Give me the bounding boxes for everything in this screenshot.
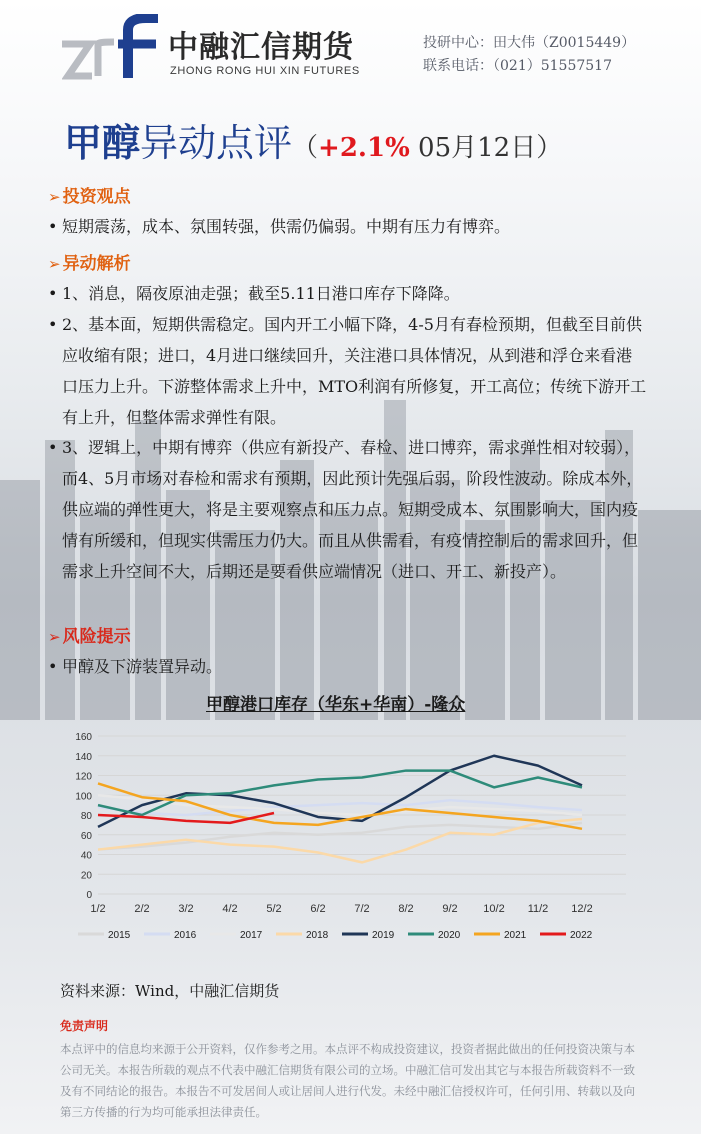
y-tick-label: 80 — [80, 811, 92, 822]
legend-label: 2019 — [372, 930, 395, 941]
title-type: 异动点评 — [140, 121, 293, 165]
x-tick-label: 4/2 — [222, 903, 238, 915]
bullet-icon: • — [48, 315, 58, 334]
list-item: • 甲醇及下游装置异动。 — [48, 651, 648, 682]
legend-label: 2020 — [438, 930, 461, 941]
title-product: 甲醇 — [64, 121, 141, 165]
data-source: 资料来源：Wind，中融汇信期货 — [60, 982, 280, 1000]
report-title — [64, 112, 562, 167]
contact-info — [423, 32, 635, 78]
x-tick-label: 5/2 — [266, 903, 282, 915]
list-item: • 短期震荡，成本、氛围转强，供需仍偏弱。中期有压力有博弈。 — [48, 211, 648, 242]
section-heading-analysis: ➢ 异动解析 — [48, 254, 131, 274]
legend-label: 2017 — [240, 930, 263, 941]
list-item: • 3、逻辑上，中期有博弈（供应有新投产、春检、进口博弈，需求弹性相对较弱），而4、5月市场对春检和需求有预期，因此预计先强后弱，阶段性波动。除成本外，供应端的弹性更大，将是主要观察点和压力点。短期受成本、氛围影响大，国内疫情有所缓和，但现实供需压力仍大。而且从供需看，有疫情控制后的需求回升，但需求上升空间不大，后期还是要看供应端情况（进口、开工、新投产）。 — [48, 432, 648, 587]
company-logo-icon — [62, 14, 162, 80]
x-tick-label: 6/2 — [310, 903, 326, 915]
x-tick-label: 9/2 — [442, 903, 458, 915]
analyst-line: 投研中心：田大伟（Z0015449） — [423, 35, 636, 51]
title-paren: （ — [292, 133, 319, 163]
y-tick-label: 160 — [75, 732, 92, 743]
inventory-chart — [56, 686, 646, 956]
x-tick-label: 7/2 — [354, 903, 370, 915]
bullet-icon: • — [48, 438, 58, 457]
x-tick-label: 12/2 — [571, 903, 593, 915]
section-heading-risk: ➢ 风险提示 — [48, 627, 131, 647]
report-date: 05月12日） — [409, 133, 563, 163]
list-item: • 1、消息，隔夜原油走强；截至5.11日港口库存下降降。 — [48, 278, 648, 309]
legend-label: 2015 — [108, 930, 131, 941]
company-name-en: ZHONG RONG HUI XIN FUTURES — [170, 65, 360, 77]
company-name-cn: 中融汇信期货 — [168, 30, 354, 65]
series-line-2015 — [98, 823, 582, 850]
y-tick-label: 140 — [75, 751, 92, 763]
x-tick-label: 1/2 — [90, 903, 106, 915]
series-line-2020 — [98, 771, 582, 815]
series-line-2019 — [98, 756, 582, 827]
y-tick-label: 20 — [80, 870, 92, 882]
chart-title: 甲醇港口库存（华东+华南）-隆众 — [206, 695, 466, 715]
report-header — [0, 0, 701, 100]
legend-label: 2018 — [306, 930, 329, 941]
x-tick-label: 11/2 — [527, 903, 549, 915]
price-change-percent: +2.1% — [318, 133, 410, 163]
section-heading-view: ➢ 投资观点 — [48, 187, 131, 207]
arrow-icon: ➢ — [48, 188, 61, 206]
legend-label: 2022 — [570, 930, 593, 941]
bullet-icon: • — [48, 284, 58, 303]
x-tick-label: 8/2 — [398, 903, 414, 915]
phone-line: 联系电话：（021）51557517 — [423, 58, 612, 74]
chart-svg — [56, 686, 646, 956]
x-tick-label: 3/2 — [178, 903, 194, 915]
legend-label: 2016 — [174, 930, 197, 941]
y-tick-label: 0 — [86, 890, 92, 901]
list-item: • 2、基本面，短期供需稳定。国内开工小幅下降，4-5月有春检预期，但截至目前供应收缩有限；进口，4月进口继续回升，关注港口具体情况，从到港和浮仓来看港口压力上升。下游整体需求上升中，MTO利润有所修复，开工高位；传统下游开工有上升，但整体需求弹性有限。 — [48, 309, 648, 433]
y-tick-label: 60 — [80, 830, 92, 842]
legend-label: 2021 — [504, 930, 527, 941]
arrow-icon: ➢ — [48, 255, 61, 273]
y-tick-label: 40 — [80, 850, 92, 862]
x-tick-label: 2/2 — [134, 903, 150, 915]
disclaimer-text: 本点评中的信息均来源于公开资料，仅作参考之用。本点评不构成投资建议，投资者据此做出的任何投资决策与本公司无关。本报告所载的观点不代表中融汇信期货有限公司的立场。中融汇信可发出其它与本报告所载资料不一致及有不同结论的报告。本报告不可发居间人或让居间人进行代发。未经中融汇信授权许可，任何引用、转载以及向第三方传播的行为均可能承担法律责任。 — [60, 1042, 635, 1119]
series-line-2018 — [98, 819, 582, 862]
series-line-2021 — [98, 783, 582, 828]
y-tick-label: 100 — [75, 791, 92, 803]
bullet-icon: • — [48, 217, 58, 236]
arrow-icon: ➢ — [48, 628, 61, 646]
x-tick-label: 10/2 — [483, 903, 505, 915]
disclaimer-heading: 免责声明 — [60, 1019, 109, 1033]
bullet-icon: • — [48, 657, 58, 676]
y-tick-label: 120 — [75, 771, 92, 783]
